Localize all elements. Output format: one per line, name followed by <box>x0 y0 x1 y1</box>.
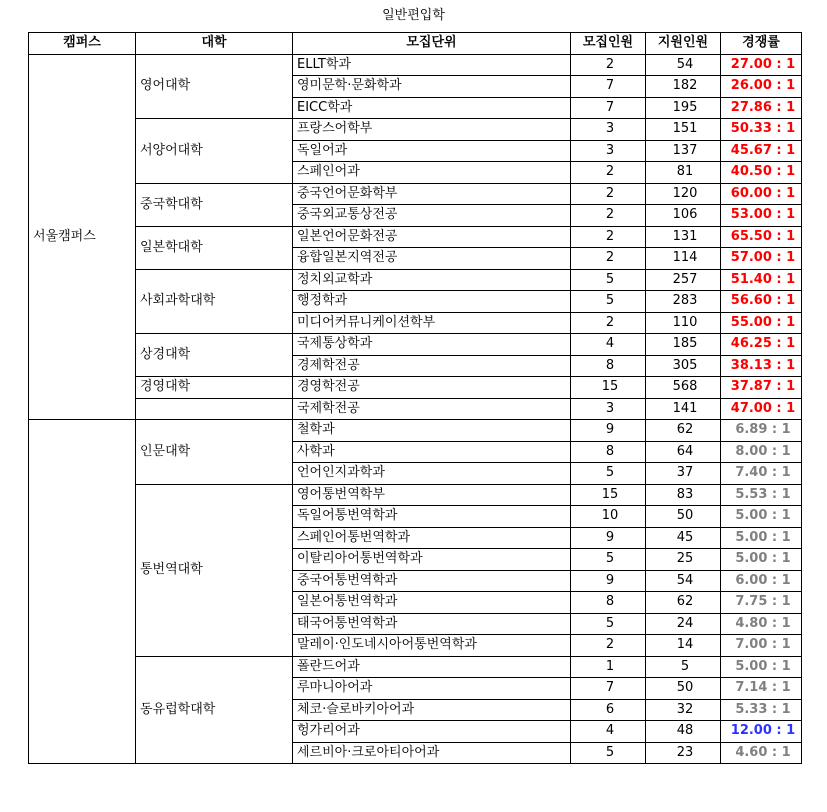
ratio-cell: 26.00 : 1 <box>721 76 802 98</box>
unit-cell: 경영학전공 <box>293 377 571 399</box>
applicants-cell: 50 <box>646 678 721 700</box>
unit-cell: 융합일본지역전공 <box>293 248 571 270</box>
table-row <box>29 398 802 420</box>
quota-cell: 7 <box>571 678 646 700</box>
ratio-cell: 7.14 : 1 <box>721 678 802 700</box>
ratio-cell: 8.00 : 1 <box>721 441 802 463</box>
applicants-cell: 137 <box>646 140 721 162</box>
ratio-cell: 37.87 : 1 <box>721 377 802 399</box>
unit-cell: 일본어통번역학과 <box>293 592 571 614</box>
applicants-cell: 54 <box>646 570 721 592</box>
applicants-cell: 141 <box>646 398 721 420</box>
quota-cell: 3 <box>571 140 646 162</box>
campus-cell: 서울캠퍼스 <box>29 54 136 420</box>
quota-cell: 15 <box>571 484 646 506</box>
admission-table <box>28 32 802 764</box>
ratio-cell: 56.60 : 1 <box>721 291 802 313</box>
applicants-cell: 14 <box>646 635 721 657</box>
applicants-cell: 83 <box>646 484 721 506</box>
unit-cell: 독일어과 <box>293 140 571 162</box>
ratio-cell: 53.00 : 1 <box>721 205 802 227</box>
applicants-cell: 305 <box>646 355 721 377</box>
ratio-cell: 4.60 : 1 <box>721 742 802 764</box>
quota-cell: 7 <box>571 76 646 98</box>
applicants-cell: 283 <box>646 291 721 313</box>
applicants-cell: 110 <box>646 312 721 334</box>
ratio-cell: 4.80 : 1 <box>721 613 802 635</box>
quota-cell: 8 <box>571 355 646 377</box>
ratio-cell: 50.33 : 1 <box>721 119 802 141</box>
applicants-cell: 37 <box>646 463 721 485</box>
table-row <box>29 334 802 356</box>
unit-cell: 중국언어문화학부 <box>293 183 571 205</box>
unit-cell: 폴란드어과 <box>293 656 571 678</box>
table-row <box>29 377 802 399</box>
quota-cell: 5 <box>571 463 646 485</box>
quota-cell: 2 <box>571 205 646 227</box>
quota-cell: 5 <box>571 613 646 635</box>
ratio-cell: 57.00 : 1 <box>721 248 802 270</box>
quota-cell: 8 <box>571 592 646 614</box>
header-unit: 모집단위 <box>293 33 571 55</box>
ratio-cell: 5.53 : 1 <box>721 484 802 506</box>
unit-cell: 헝가리어과 <box>293 721 571 743</box>
unit-cell: 행정학과 <box>293 291 571 313</box>
ratio-cell: 5.00 : 1 <box>721 656 802 678</box>
applicants-cell: 106 <box>646 205 721 227</box>
unit-cell: 철학과 <box>293 420 571 442</box>
unit-cell: 정치외교학과 <box>293 269 571 291</box>
applicants-cell: 120 <box>646 183 721 205</box>
college-cell <box>136 398 293 420</box>
ratio-cell: 7.40 : 1 <box>721 463 802 485</box>
quota-cell: 5 <box>571 742 646 764</box>
unit-cell: ELLT학과 <box>293 54 571 76</box>
applicants-cell: 81 <box>646 162 721 184</box>
ratio-cell: 51.40 : 1 <box>721 269 802 291</box>
applicants-cell: 24 <box>646 613 721 635</box>
ratio-cell: 5.00 : 1 <box>721 549 802 571</box>
applicants-cell: 23 <box>646 742 721 764</box>
unit-cell: 말레이·인도네시아어통번역학과 <box>293 635 571 657</box>
ratio-cell: 27.86 : 1 <box>721 97 802 119</box>
quota-cell: 2 <box>571 226 646 248</box>
unit-cell: 태국어통번역학과 <box>293 613 571 635</box>
ratio-cell: 46.25 : 1 <box>721 334 802 356</box>
unit-cell: 중국외교통상전공 <box>293 205 571 227</box>
header-ratio: 경쟁률 <box>721 33 802 55</box>
unit-cell: EICC학과 <box>293 97 571 119</box>
applicants-cell: 48 <box>646 721 721 743</box>
quota-cell: 3 <box>571 119 646 141</box>
ratio-cell: 7.00 : 1 <box>721 635 802 657</box>
applicants-cell: 131 <box>646 226 721 248</box>
applicants-cell: 64 <box>646 441 721 463</box>
ratio-cell: 6.00 : 1 <box>721 570 802 592</box>
applicants-cell: 62 <box>646 420 721 442</box>
applicants-cell: 45 <box>646 527 721 549</box>
ratio-cell: 65.50 : 1 <box>721 226 802 248</box>
college-cell: 일본학대학 <box>136 226 293 269</box>
applicants-cell: 182 <box>646 76 721 98</box>
college-cell: 사회과학대학 <box>136 269 293 334</box>
quota-cell: 7 <box>571 97 646 119</box>
header-applicants: 지원인원 <box>646 33 721 55</box>
applicants-cell: 185 <box>646 334 721 356</box>
applicants-cell: 195 <box>646 97 721 119</box>
quota-cell: 15 <box>571 377 646 399</box>
college-cell: 중국학대학 <box>136 183 293 226</box>
table-body <box>29 54 802 764</box>
applicants-cell: 25 <box>646 549 721 571</box>
applicants-cell: 5 <box>646 656 721 678</box>
quota-cell: 3 <box>571 398 646 420</box>
applicants-cell: 257 <box>646 269 721 291</box>
unit-cell: 프랑스어학부 <box>293 119 571 141</box>
table-row <box>29 420 802 442</box>
ratio-cell: 7.75 : 1 <box>721 592 802 614</box>
college-cell: 동유럽학대학 <box>136 656 293 764</box>
college-cell: 경영대학 <box>136 377 293 399</box>
applicants-cell: 114 <box>646 248 721 270</box>
unit-cell: 미디어커뮤니케이션학부 <box>293 312 571 334</box>
ratio-cell: 60.00 : 1 <box>721 183 802 205</box>
header-row <box>29 33 802 55</box>
unit-cell: 국제학전공 <box>293 398 571 420</box>
quota-cell: 2 <box>571 54 646 76</box>
ratio-cell: 45.67 : 1 <box>721 140 802 162</box>
quota-cell: 8 <box>571 441 646 463</box>
quota-cell: 5 <box>571 269 646 291</box>
quota-cell: 4 <box>571 721 646 743</box>
quota-cell: 4 <box>571 334 646 356</box>
unit-cell: 일본언어문화전공 <box>293 226 571 248</box>
unit-cell: 독일어통번역학과 <box>293 506 571 528</box>
table-row <box>29 269 802 291</box>
applicants-cell: 151 <box>646 119 721 141</box>
applicants-cell: 32 <box>646 699 721 721</box>
quota-cell: 5 <box>571 549 646 571</box>
header-quota: 모집인원 <box>571 33 646 55</box>
ratio-cell: 55.00 : 1 <box>721 312 802 334</box>
college-cell: 영어대학 <box>136 54 293 119</box>
quota-cell: 2 <box>571 183 646 205</box>
table-row <box>29 119 802 141</box>
applicants-cell: 54 <box>646 54 721 76</box>
ratio-cell: 6.89 : 1 <box>721 420 802 442</box>
unit-cell: 영어통번역학부 <box>293 484 571 506</box>
ratio-cell: 38.13 : 1 <box>721 355 802 377</box>
college-cell: 인문대학 <box>136 420 293 485</box>
ratio-cell: 12.00 : 1 <box>721 721 802 743</box>
unit-cell: 세르비아·크로아티아어과 <box>293 742 571 764</box>
ratio-cell: 27.00 : 1 <box>721 54 802 76</box>
unit-cell: 중국어통번역학과 <box>293 570 571 592</box>
unit-cell: 국제통상학과 <box>293 334 571 356</box>
quota-cell: 2 <box>571 635 646 657</box>
quota-cell: 2 <box>571 312 646 334</box>
table-row <box>29 54 802 76</box>
quota-cell: 1 <box>571 656 646 678</box>
ratio-cell: 40.50 : 1 <box>721 162 802 184</box>
quota-cell: 9 <box>571 570 646 592</box>
college-cell: 서양어대학 <box>136 119 293 184</box>
applicants-cell: 50 <box>646 506 721 528</box>
unit-cell: 루마니아어과 <box>293 678 571 700</box>
ratio-cell: 5.00 : 1 <box>721 527 802 549</box>
applicants-cell: 62 <box>646 592 721 614</box>
quota-cell: 10 <box>571 506 646 528</box>
unit-cell: 스페인어통번역학과 <box>293 527 571 549</box>
quota-cell: 2 <box>571 162 646 184</box>
quota-cell: 9 <box>571 420 646 442</box>
applicants-cell: 568 <box>646 377 721 399</box>
unit-cell: 이탈리아어통번역학과 <box>293 549 571 571</box>
unit-cell: 언어인지과학과 <box>293 463 571 485</box>
unit-cell: 영미문학·문화학과 <box>293 76 571 98</box>
quota-cell: 2 <box>571 248 646 270</box>
campus-cell <box>29 420 136 764</box>
table-title: 일반편입학 <box>382 8 445 23</box>
college-cell: 통번역대학 <box>136 484 293 656</box>
header-campus: 캠퍼스 <box>29 33 136 55</box>
unit-cell: 경제학전공 <box>293 355 571 377</box>
unit-cell: 체코·슬로바키아어과 <box>293 699 571 721</box>
quota-cell: 6 <box>571 699 646 721</box>
quota-cell: 5 <box>571 291 646 313</box>
table-row <box>29 656 802 678</box>
ratio-cell: 47.00 : 1 <box>721 398 802 420</box>
unit-cell: 사학과 <box>293 441 571 463</box>
ratio-cell: 5.33 : 1 <box>721 699 802 721</box>
table-row <box>29 183 802 205</box>
table-row <box>29 226 802 248</box>
quota-cell: 9 <box>571 527 646 549</box>
table-row <box>29 484 802 506</box>
header-college: 대학 <box>136 33 293 55</box>
unit-cell: 스페인어과 <box>293 162 571 184</box>
ratio-cell: 5.00 : 1 <box>721 506 802 528</box>
college-cell: 상경대학 <box>136 334 293 377</box>
